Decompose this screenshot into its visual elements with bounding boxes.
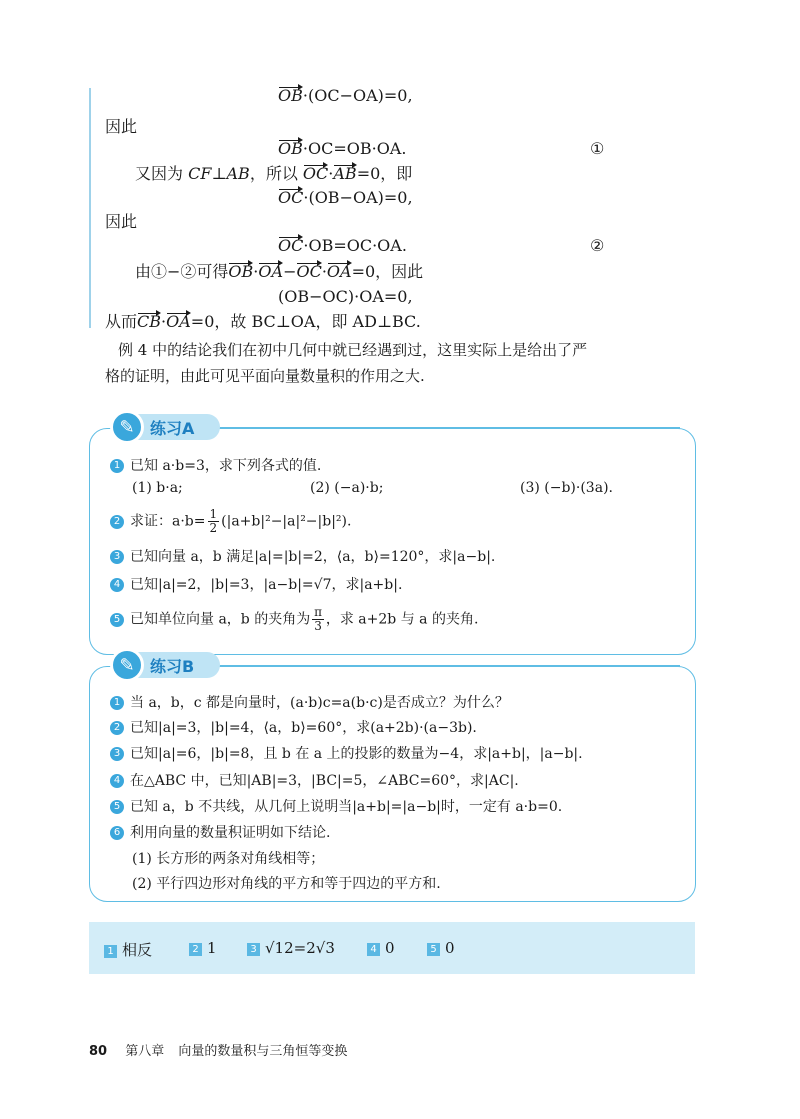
exercise-b-q3: 3 已知|a|=6，|b|=8，且 b 在 a 上的投影的数量为−4，求|a+b|，|a−b|.	[110, 743, 583, 763]
proof-line-3: 又因为 CF⊥AB，所以 OC·AB=0，即	[135, 164, 413, 183]
exercise-b-header	[116, 652, 220, 678]
answer-5: 5 0	[427, 939, 455, 957]
proof-therefore-2: 因此	[105, 212, 138, 231]
chapter-title: 向量的数量积与三角恒等变换	[178, 1044, 348, 1059]
exercise-b-q1: 1 当 a，b，c 都是向量时，(a·b)c=a(b·c)是否成立？为什么？	[110, 692, 509, 712]
question-number-icon: 4	[110, 774, 124, 788]
answer-1: 1 相反	[104, 939, 152, 960]
question-number-icon: 1	[110, 459, 124, 473]
exercise-a-header	[116, 414, 220, 440]
proof-therefore-1: 因此	[105, 117, 138, 136]
proof-conclusion: 从而CB·OA=0，故 BC⊥OA，即 AD⊥BC.	[105, 312, 421, 331]
question-number-icon: 3	[110, 747, 124, 761]
question-number-icon: 5	[110, 800, 124, 814]
exercise-a-q5: 5 已知单位向量 a，b 的夹角为 $\frac{\pi}{3}$ ，求 a+2b 与 a 的夹角.	[110, 606, 478, 633]
pencil-icon: ✎	[110, 648, 144, 682]
exercise-a-q1-part1: (1) b·a;	[132, 480, 183, 496]
exercise-a-title: 练习A	[150, 418, 195, 438]
exercise-b-q5: 5 已知 a，b 不共线，从几何上说明当|a+b|=|a−b|时，一定有 a·b=0.	[110, 796, 562, 816]
proof-equation-1: OB·OC=OB·OA.	[278, 139, 407, 158]
answers-bar	[89, 922, 695, 974]
equation-marker-1: ①	[590, 139, 605, 158]
proof-line-1: OB·(OC−OA)=0,	[278, 86, 413, 105]
question-number-icon: 2	[110, 721, 124, 735]
remark-line-2: 格的证明，由此可见平面向量数量积的作用之大.	[105, 367, 425, 385]
exercise-a-q1-part2: (2) (−a)·b;	[310, 480, 384, 496]
question-number-icon: 2	[110, 515, 124, 529]
proof-line-7: (OB−OC)·OA=0,	[278, 287, 413, 306]
exercise-a-q2: 2 求证：a·b= $\frac{1}{2}$ (|a+b|²−|a|²−|b|²).	[110, 508, 351, 535]
equation-marker-2: ②	[590, 236, 605, 255]
proof-line-6: 由①−②可得OB·OA−OC·OA=0，因此	[135, 262, 424, 281]
chapter-label: 第八章	[125, 1044, 165, 1059]
remark-line-1: 例 4 中的结论我们在初中几何中就已经遇到过，这里实际上是给出了严	[118, 341, 588, 359]
question-number-icon: 5	[110, 613, 124, 627]
answer-3: 3 √12=2√3	[247, 939, 335, 957]
exercise-a-q1-part3: (3) (−b)·(3a).	[520, 480, 613, 496]
page-footer	[89, 1040, 347, 1059]
exercise-a-q1: 1 已知 a·b=3，求下列各式的值.	[110, 455, 321, 475]
proof-margin-bar	[89, 88, 91, 328]
proof-equation-2: OC·OB=OC·OA.	[278, 236, 407, 255]
exercise-b-q4: 4 在△ABC 中，已知|AB|=3，|BC|=5，∠ABC=60°，求|AC|.	[110, 770, 519, 790]
question-number-icon: 4	[110, 578, 124, 592]
exercise-a-q4: 4 已知|a|=2，|b|=3，|a−b|=√7，求|a+b|.	[110, 574, 402, 594]
pencil-icon: ✎	[110, 410, 144, 444]
exercise-b-title: 练习B	[150, 656, 195, 676]
exercise-b-q6-part1: (1) 长方形的两条对角线相等；	[132, 851, 325, 867]
question-number-icon: 1	[110, 696, 124, 710]
proof-line-4: OC·(OB−OA)=0,	[278, 188, 413, 207]
exercise-a-q3: 3 已知向量 a，b 满足|a|=|b|=2，⟨a，b⟩=120°，求|a−b|.	[110, 546, 495, 566]
exercise-b-q6: 6 利用向量的数量积证明如下结论.	[110, 822, 330, 842]
exercise-a-rule	[200, 427, 680, 429]
exercise-b-rule	[200, 665, 680, 667]
answer-4: 4 0	[367, 939, 395, 957]
answer-2: 2 1	[189, 939, 217, 957]
question-number-icon: 3	[110, 550, 124, 564]
exercise-b-q2: 2 已知|a|=3，|b|=4，⟨a，b⟩=60°，求(a+2b)·(a−3b).	[110, 717, 477, 737]
exercise-b-q6-part2: (2) 平行四边形对角线的平方和等于四边的平方和.	[132, 876, 441, 892]
question-number-icon: 6	[110, 826, 124, 840]
page-number: 80	[89, 1044, 108, 1059]
